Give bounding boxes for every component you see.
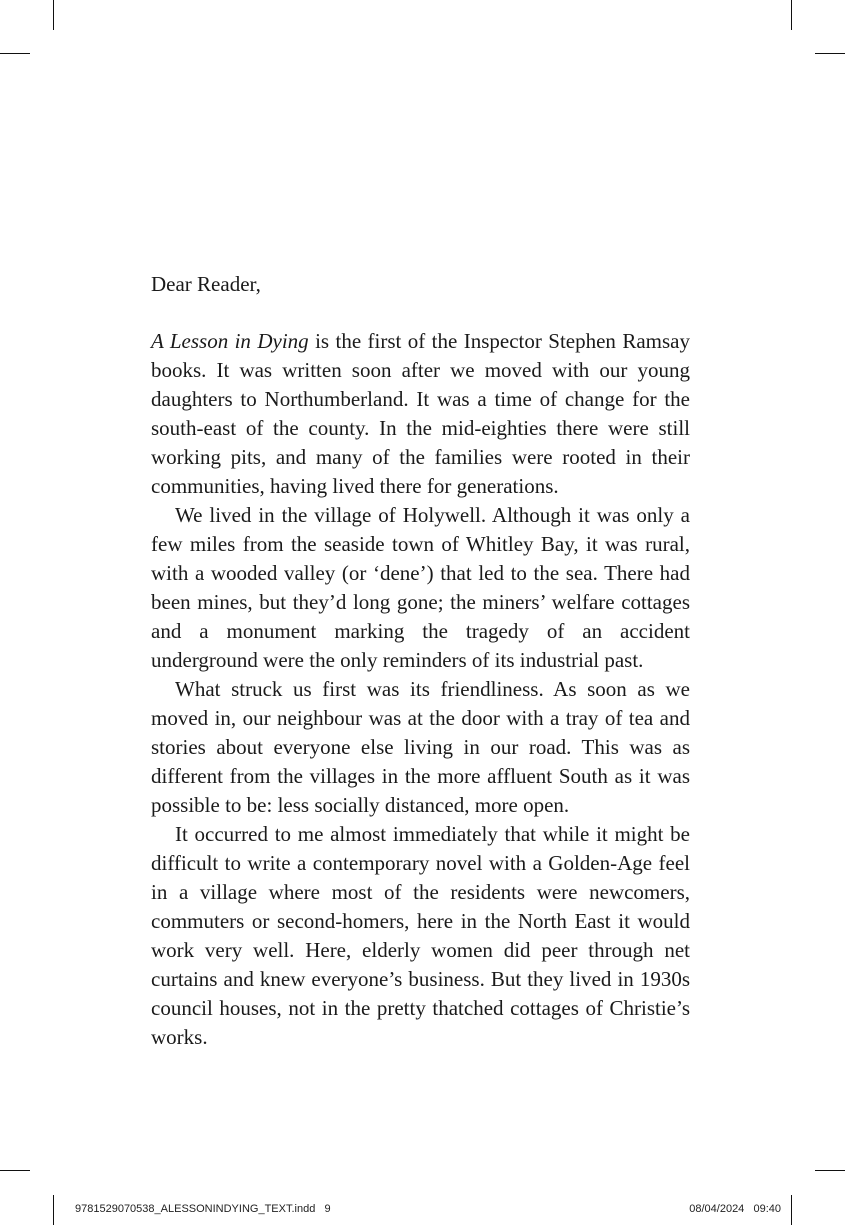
crop-mark-right-top	[815, 53, 845, 54]
slug-datetime: 08/04/2024 09:40	[689, 1203, 781, 1215]
slug-filename: 9781529070538_ALESSONINDYING_TEXT.indd 9	[75, 1203, 331, 1215]
crop-mark-left-top	[0, 53, 30, 54]
paragraph-3: What struck us first was its friendliness. As soon as we moved in, our neighbour was at the door with a tray of tea and stories about everyone else living in our road. This was as different from the villages in the more affluent South as it was possible to be: less socially distanced, more open.	[151, 677, 690, 817]
crop-mark-top-right	[791, 0, 792, 30]
paragraph-4: It occurred to me almost immediately that while it might be difficult to write a contemporary novel with a Golden-Age feel in a village where most of the residents were newcomers, commuters or second-homers, here in the North East it would work very well. Here, elderly women did peer through net curtains and knew everyone’s business. But they lived in 1930s council houses, not in the pretty thatched cottages of Christie’s works.	[151, 822, 690, 1049]
paragraph-1	[151, 327, 690, 501]
crop-mark-left-bottom	[0, 1170, 30, 1171]
crop-mark-right-bottom	[815, 1170, 845, 1171]
letter-body	[151, 270, 690, 1052]
crop-mark-bottom-left	[53, 1195, 54, 1225]
crop-mark-bottom-right	[791, 1195, 792, 1225]
paragraph-2: We lived in the village of Holywell. Although it was only a few miles from the seaside town of Whitley Bay, it was rural, with a wooded valley (or ‘dene’) that led to the sea. There had been mines, but they’d long gone; the miners’ welfare cottages and a monument marking the tragedy of an accident underground were the only reminders of its industrial past.	[151, 503, 690, 672]
book-title: A Lesson in Dying	[151, 329, 309, 353]
paragraph-1-text: is the first of the Inspector Stephen Ramsay books. It was written soon after we moved with our young daughters to Northumberland. It was a time of change for the south-east of the county. In the mid-eighties there were still working pits, and many of the families were rooted in their communities, having lived there for generations.	[151, 329, 690, 498]
salutation: Dear Reader,	[151, 272, 261, 296]
crop-mark-top-left	[53, 0, 54, 30]
